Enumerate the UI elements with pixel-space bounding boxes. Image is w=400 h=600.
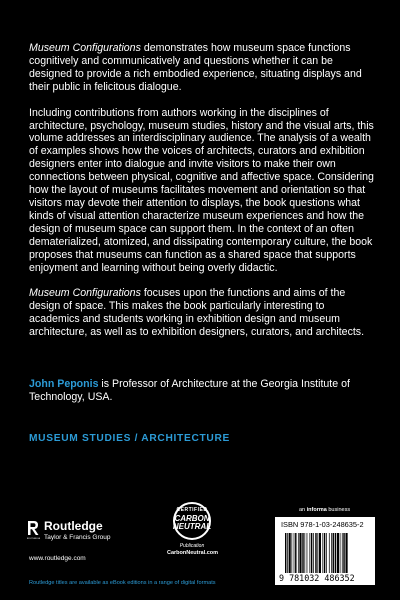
- routledge-mark-letters: ROUTLEDGE: [27, 538, 40, 540]
- blurb-paragraph-1: [29, 42, 374, 94]
- carbon-neutral-certified: CERTIFIED: [176, 507, 208, 513]
- blurb-paragraph-1-text: demonstrates how museum space functions cognitively and communicatively and questions whether it can be designed to provide a rich embodied experience, situating displays and their public in felicitous dialogue.: [29, 42, 362, 93]
- carbon-neutral-sub: Publication: [179, 543, 205, 549]
- carbon-neutral-mark-line-2: NEUTRAL: [172, 522, 212, 531]
- book-title-italic: Museum Configurations: [29, 42, 141, 54]
- book-title-italic: Museum Configurations: [29, 287, 141, 300]
- publisher-name: Routledge: [44, 519, 103, 533]
- blurb-paragraph-3-text: focuses upon the functions and aims of the design of space. This makes the book particularly interesting to academics and students working in exhibition design and museum architecture, as well as to exhibition designers, curators, and architects.: [29, 287, 365, 339]
- barcode-digits: 9 781032 486352: [279, 573, 355, 583]
- carbon-neutral-mark: [171, 515, 213, 531]
- barcode-icon: [285, 533, 367, 573]
- author-name: John Peponis: [29, 378, 99, 390]
- isbn-number: ISBN 978-1-03-248635-2: [281, 520, 364, 529]
- carbon-neutral-seal-icon: [173, 502, 211, 540]
- informa-business-label: [299, 507, 350, 513]
- carbon-neutral-site: CarbonNeutral.com: [167, 550, 219, 556]
- isbn-barcode-panel: [275, 517, 375, 585]
- ebook-availability-note: Routledge titles are available as eBook editions in a range of digital formats: [29, 580, 216, 586]
- author-bio-text: is Professor of Architecture at the Georgia Institute of Technology, USA.: [29, 378, 350, 403]
- informa-suffix: business: [326, 507, 351, 513]
- subject-category: MUSEUM STUDIES / ARCHITECTURE: [29, 433, 231, 444]
- publisher-logo: [27, 518, 127, 552]
- publisher-url: www.routledge.com: [29, 555, 86, 562]
- informa-prefix: an: [299, 507, 307, 513]
- carbon-neutral-mark-line-1: CARBON: [174, 514, 210, 523]
- blurb-paragraph-2: Including contributions from authors working in the disciplines of architecture, psychology, museum studies, history and the visual arts, this volume addresses an interdisciplinary audience. The analysis of a wealth of examples shows how the voices of architects, curators and exhibition designers enter into dialogue and invite visitors to make their own connections between physical, cognitive and affective space. Considering how the layout of museums facilitates movement and orientation so that visitors may devote their attention to displays, the book questions what kinds of visual attention characterize museum experiences and how the design of museum space can support them. In the context of an often dematerialized, atomized, and dissipating contemporary culture, the book proposes that museums can function as a shared space that supports enjoyment and learning without being overly didactic.: [29, 106, 374, 274]
- author-bio: [29, 378, 374, 404]
- publisher-group: Taylor & Francis Group: [44, 534, 111, 541]
- blurb-paragraph-3: [29, 287, 374, 339]
- informa-brand: informa: [306, 507, 327, 513]
- back-cover-blurb: [29, 42, 374, 351]
- carbon-neutral-badge: [167, 502, 217, 582]
- routledge-r-icon: [27, 518, 40, 548]
